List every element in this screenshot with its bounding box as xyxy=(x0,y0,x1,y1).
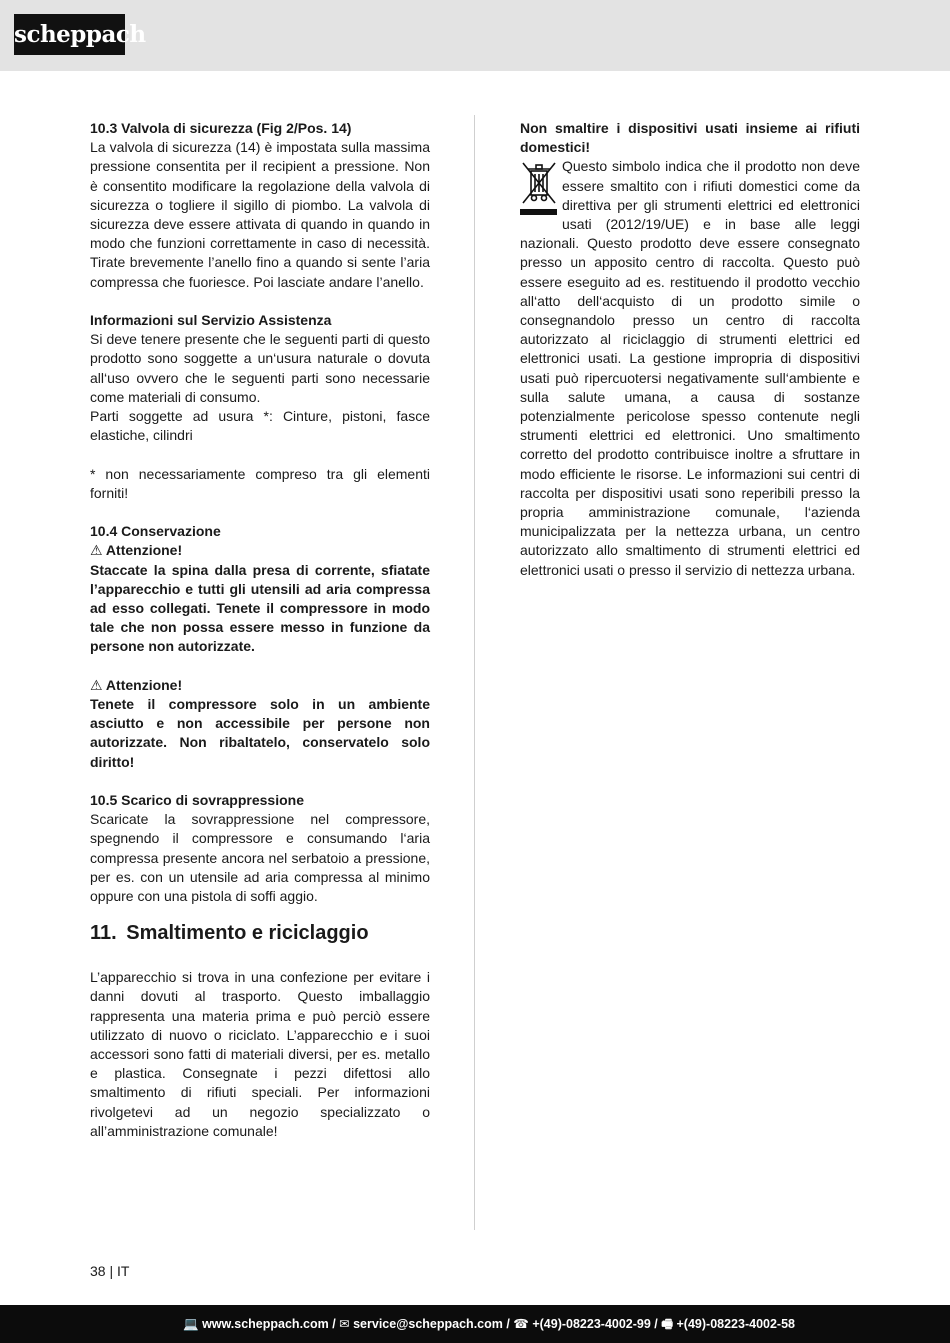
brand-logo: scheppach xyxy=(14,14,125,55)
warning-text-2: Tenete il compressore solo in un ambiente asciutto e non accessibile per persone non autorizzate. Non ribaltatelo, conservatelo solo diritto! xyxy=(90,696,430,770)
warning-label-1: ⚠ Attenzione! xyxy=(90,542,183,559)
section-10-5-body: Scaricate la sovrappressione nel compressore, spegnendo il compressore e consumando l‘aria compressa presente ancora nel serbatoio a pressione, per es. con un utensile ad aria compressa al minimo oppure con una pistola di soffi aggio. xyxy=(90,811,430,905)
section-10-5-title: 10.5 Scarico di sovrappressione xyxy=(90,792,304,809)
left-column xyxy=(90,119,430,1141)
section-11-body: L’apparecchio si trova in una confezione per evitare i danni dovuti al trasporto. Questo imballaggio rappresenta una materia prima e può perciò essere utilizzato di nuovo o riciclato. L’apparecchio e i suoi accessori sono fatti di materiali diversi, per es. metallo e plastica. Consegnate i pezzi difettosi allo smaltimento di rifiuti speciali. Per informazioni rivolgetevi ad un negozio specializzato o all’amministrazione comunale! xyxy=(90,969,430,1139)
weee-body: Questo simbolo indica che il prodotto non deve essere smaltito con i rifiuti domestici come da direttiva per gli strumenti elettrici ed elettronici usati (2012/19/UE) e in base alle leggi nazionali. Questo prodotto deve essere consegnato presso un apposito centro di raccolta. Questo può essere eseguito ad es. restituendo il prodotto vecchio all‘atto dell‘acquisto di un prodotto simile o consegnandolo presso un centro di raccolta autorizzato al riciclaggio di strumenti elettrici ed elettronici usati. La gestione impropria di dispositivi usati può ripercuotersi negativamente sull‘ambiente e sulla salute umana, a causa di sostanze potenzialmente pericolose spesso contenute negli strumenti elettrici ed elettronici. Uno smaltimento corretto del prodotto contribuisce inoltre a sfruttare in modo efficiente le risorse. Le informazioni sui centri di raccolta per dispositivi usati sono reperibili presso la propria amministrazione comunale, l‘azienda municipalizzata per la nettezza urbana, un centro autorizzato allo smaltimento di strumenti elettrici ed elettronici usati o presso il servizio di nettezza urbana. xyxy=(520,158,860,578)
service-info-parts: Parti soggette ad usura *: Cinture, pistoni, fasce elastiche, cilindri xyxy=(90,408,430,444)
service-info-body: Si deve tenere presente che le seguenti parti di questo prodotto sono soggette a un‘usura naturale o dovuta all‘uso ovvero che le seguenti parti sono necessarie come materiali di consumo. xyxy=(90,331,430,405)
weee-title: Non smaltire i dispositivi usati insieme ai rifiuti domestici! xyxy=(520,120,860,156)
column-divider xyxy=(474,115,475,1230)
section-10-3-body: La valvola di sicurezza (14) è impostata sulla massima pressione consentita per il recipient a pressione. Non è consentito modificare la regolazione della valvola di sicurezza o togliere il sigillo di piombo. La valvola di sicurezza deve essere attivata di quando in quando in modo che funzioni correttamente in caso di necessità. Tirate brevemente l’anello fino a quando si sente l’aria compressa che fuoriesce. Poi lasciate andare l’anello. xyxy=(90,139,430,290)
right-column xyxy=(520,119,860,580)
service-info-note: * non necessariamente compreso tra gli elementi forniti! xyxy=(90,465,430,501)
warning-label-2: ⚠ Attenzione! xyxy=(90,676,183,693)
section-11-title: Smaltimento e riciclaggio xyxy=(126,922,369,945)
service-info-title: Informazioni sul Servizio Assistenza xyxy=(90,312,332,329)
page-footer: 💻 www.scheppach.com / ✉ service@scheppach.com / ☎ +(49)-08223-4002-99 / 🖷 +(49)-08223-4002-58 xyxy=(0,1305,950,1343)
section-10-4-title: 10.4 Conservazione xyxy=(90,523,221,540)
crossed-out-bin-icon xyxy=(520,159,558,217)
section-10-3-title: 10.3 Valvola di sicurezza (Fig 2/Pos. 14) xyxy=(90,120,352,136)
section-11-heading xyxy=(90,920,430,946)
section-11-number: 11. xyxy=(90,922,117,945)
page-number: 38 | IT xyxy=(90,1263,130,1279)
page-header xyxy=(0,0,950,71)
warning-text-1: Staccate la spina dalla presa di corrente, sfiatate l’apparecchio e tutti gli utensili ad aria compressa ad esso collegati. Tenete il compressore in modo tale che non possa essere messo in funzione da persone non autorizzate. xyxy=(90,561,430,655)
